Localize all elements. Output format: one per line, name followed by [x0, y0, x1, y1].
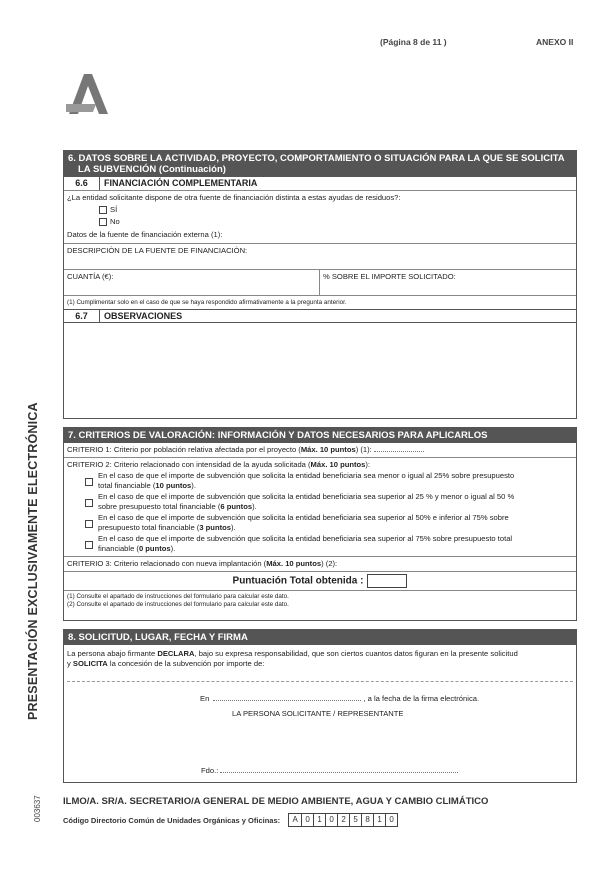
dir3-row: Código Directorio Común de Unidades Orgánicas y Oficinas: A 0 1 0 2 5 8 1 0	[63, 813, 398, 827]
option-2-checkbox[interactable]	[85, 499, 93, 507]
place-input[interactable]	[213, 700, 361, 701]
section-7	[63, 427, 577, 621]
financing-question: ¿La entidad solicitante dispone de otra fuente de financiación distinta a estas ayudas de residuos?: SÍ No Datos de la fuente de financiación externa (1):	[64, 190, 576, 243]
section-6-title: 6. DATOS SOBRE LA ACTIVIDAD, PROYECTO, COMPORTAMIENTO O SITUACIÓN PARA LA QUE SE SOLICITA LA SUBVENCIÓN (Continuación)	[64, 151, 576, 177]
notes-7: (1) Consulte el apartado de instrucciones del formulario para calcular este dato. (2) Consulte el apartado de instrucciones del formulario para calcular este dato.	[67, 593, 289, 608]
place-line: En , a la fecha de la firma electrónica.	[200, 694, 480, 703]
criterion-2-option-2[interactable]: En el caso de que el importe de subvención que solicita la entidad beneficiaria sea superior al 25 % y menor o igual al 50 % sobre presupuesto total financiable (6 puntos).	[67, 492, 573, 512]
amount-row	[64, 269, 576, 295]
criterion-2-option-4[interactable]: En el caso de que el importe de subvención que solicita la entidad beneficiaria sea superior al 75% sobre presupuesto total financiable (0 puntos).	[67, 534, 573, 554]
criterion-1: CRITERIO 1: Criterio por población relativa afectada por el proyecto (Máx. 10 puntos) (1):	[64, 443, 576, 458]
signer-label: LA PERSONA SOLICITANTE / REPRESENTANTE	[232, 709, 404, 718]
section-8-title: 8. SOLICITUD, LUGAR, FECHA Y FIRMA	[64, 630, 576, 645]
junta-logo-icon	[66, 74, 108, 119]
criterion-2-option-3[interactable]: En el caso de que el importe de subvención que solicita la entidad beneficiaria sea superior al 50% e inferior al 75% sobre presupuesto total financiable (3 puntos).	[67, 513, 573, 533]
vertical-presentation-text: PRESENTACIÓN EXCLUSIVAMENTE ELECTRÓNICA	[26, 402, 40, 720]
criterion-2: CRITERIO 2: Criterio relacionado con intensidad de la ayuda solicitada (Máx. 10 puntos): En el caso de que el importe de subvención que solicita la entidad beneficiaria sea menor o igual al 25% sobre presupuesto total financiable (10 puntos). En el caso de que el importe de subvención que solicita la entidad beneficiaria sea superior al 25 % y menor o igual al 50 % sobre presupuesto total financiable (6 puntos). En el caso de que el importe de subvención que solicita la entidad beneficiaria sea superior al 50% e inferior al 75% sobre presupuesto total financiable (3 puntos). En el caso de que el importe de subvención que solicita la entidad beneficiaria sea superior al 75% sobre presupuesto total financiable (0 puntos).	[64, 458, 576, 557]
total-score: Puntuación Total obtenida :	[64, 572, 576, 591]
page-number: (Página 8 de 11 )	[380, 37, 447, 47]
yes-checkbox[interactable]	[99, 206, 107, 214]
signature-line: Fdo.:	[64, 766, 576, 776]
subsection-6-7: 6.7 OBSERVACIONES	[64, 309, 576, 322]
option-3-checkbox[interactable]	[85, 520, 93, 528]
amount-field[interactable]: CUANTÍA (€):	[64, 270, 320, 295]
percent-field[interactable]: % SOBRE EL IMPORTE SOLICITADO:	[323, 272, 456, 281]
signature-input[interactable]	[220, 772, 458, 773]
option-yes[interactable]: SÍ	[67, 205, 573, 215]
observations-field[interactable]	[64, 322, 576, 410]
no-checkbox[interactable]	[99, 218, 107, 226]
subsection-6-6: 6.6 FINANCIACIÓN COMPLEMENTARIA	[64, 177, 576, 190]
section-6	[63, 150, 577, 419]
dir3-code: A 0 1 0 2 5 8 1 0	[288, 813, 398, 827]
addressee: ILMO/A. SR/A. SECRETARIO/A GENERAL DE MEDIO AMBIENTE, AGUA Y CAMBIO CLIMÁTICO	[63, 796, 489, 807]
description-field[interactable]: DESCRIPCIÓN DE LA FUENTE DE FINANCIACIÓN:	[64, 243, 576, 269]
criterion-1-input[interactable]	[374, 451, 424, 452]
annex-label: ANEXO II	[536, 37, 574, 47]
option-4-checkbox[interactable]	[85, 541, 93, 549]
declaration: La persona abajo firmante DECLARA, bajo su expresa responsabilidad, que son ciertos cuantos datos figuran en la presente solicitud y SOLICITA la concesión de la subvención por importe de:	[67, 649, 518, 668]
criterion-3: CRITERIO 3: Criterio relacionado con nueva implantación (Máx. 10 puntos) (2):	[64, 557, 576, 572]
section-8	[63, 629, 577, 783]
section-7-title: 7. CRITERIOS DE VALORACIÓN: INFORMACIÓN Y DATOS NECESARIOS PARA APLICARLOS	[64, 428, 576, 443]
amount-line[interactable]	[67, 681, 573, 682]
criterion-2-option-1[interactable]: En el caso de que el importe de subvención que solicita la entidad beneficiaria sea menor o igual al 25% sobre presupuesto total financiable (10 puntos).	[67, 471, 573, 491]
note-6: (1) Cumplimentar solo en el caso de que se haya respondido afirmativamente a la pregunta anterior.	[64, 295, 576, 309]
form-code: 003637	[33, 795, 42, 822]
total-score-input[interactable]	[367, 574, 407, 588]
option-no[interactable]: No	[67, 217, 573, 227]
option-1-checkbox[interactable]	[85, 478, 93, 486]
